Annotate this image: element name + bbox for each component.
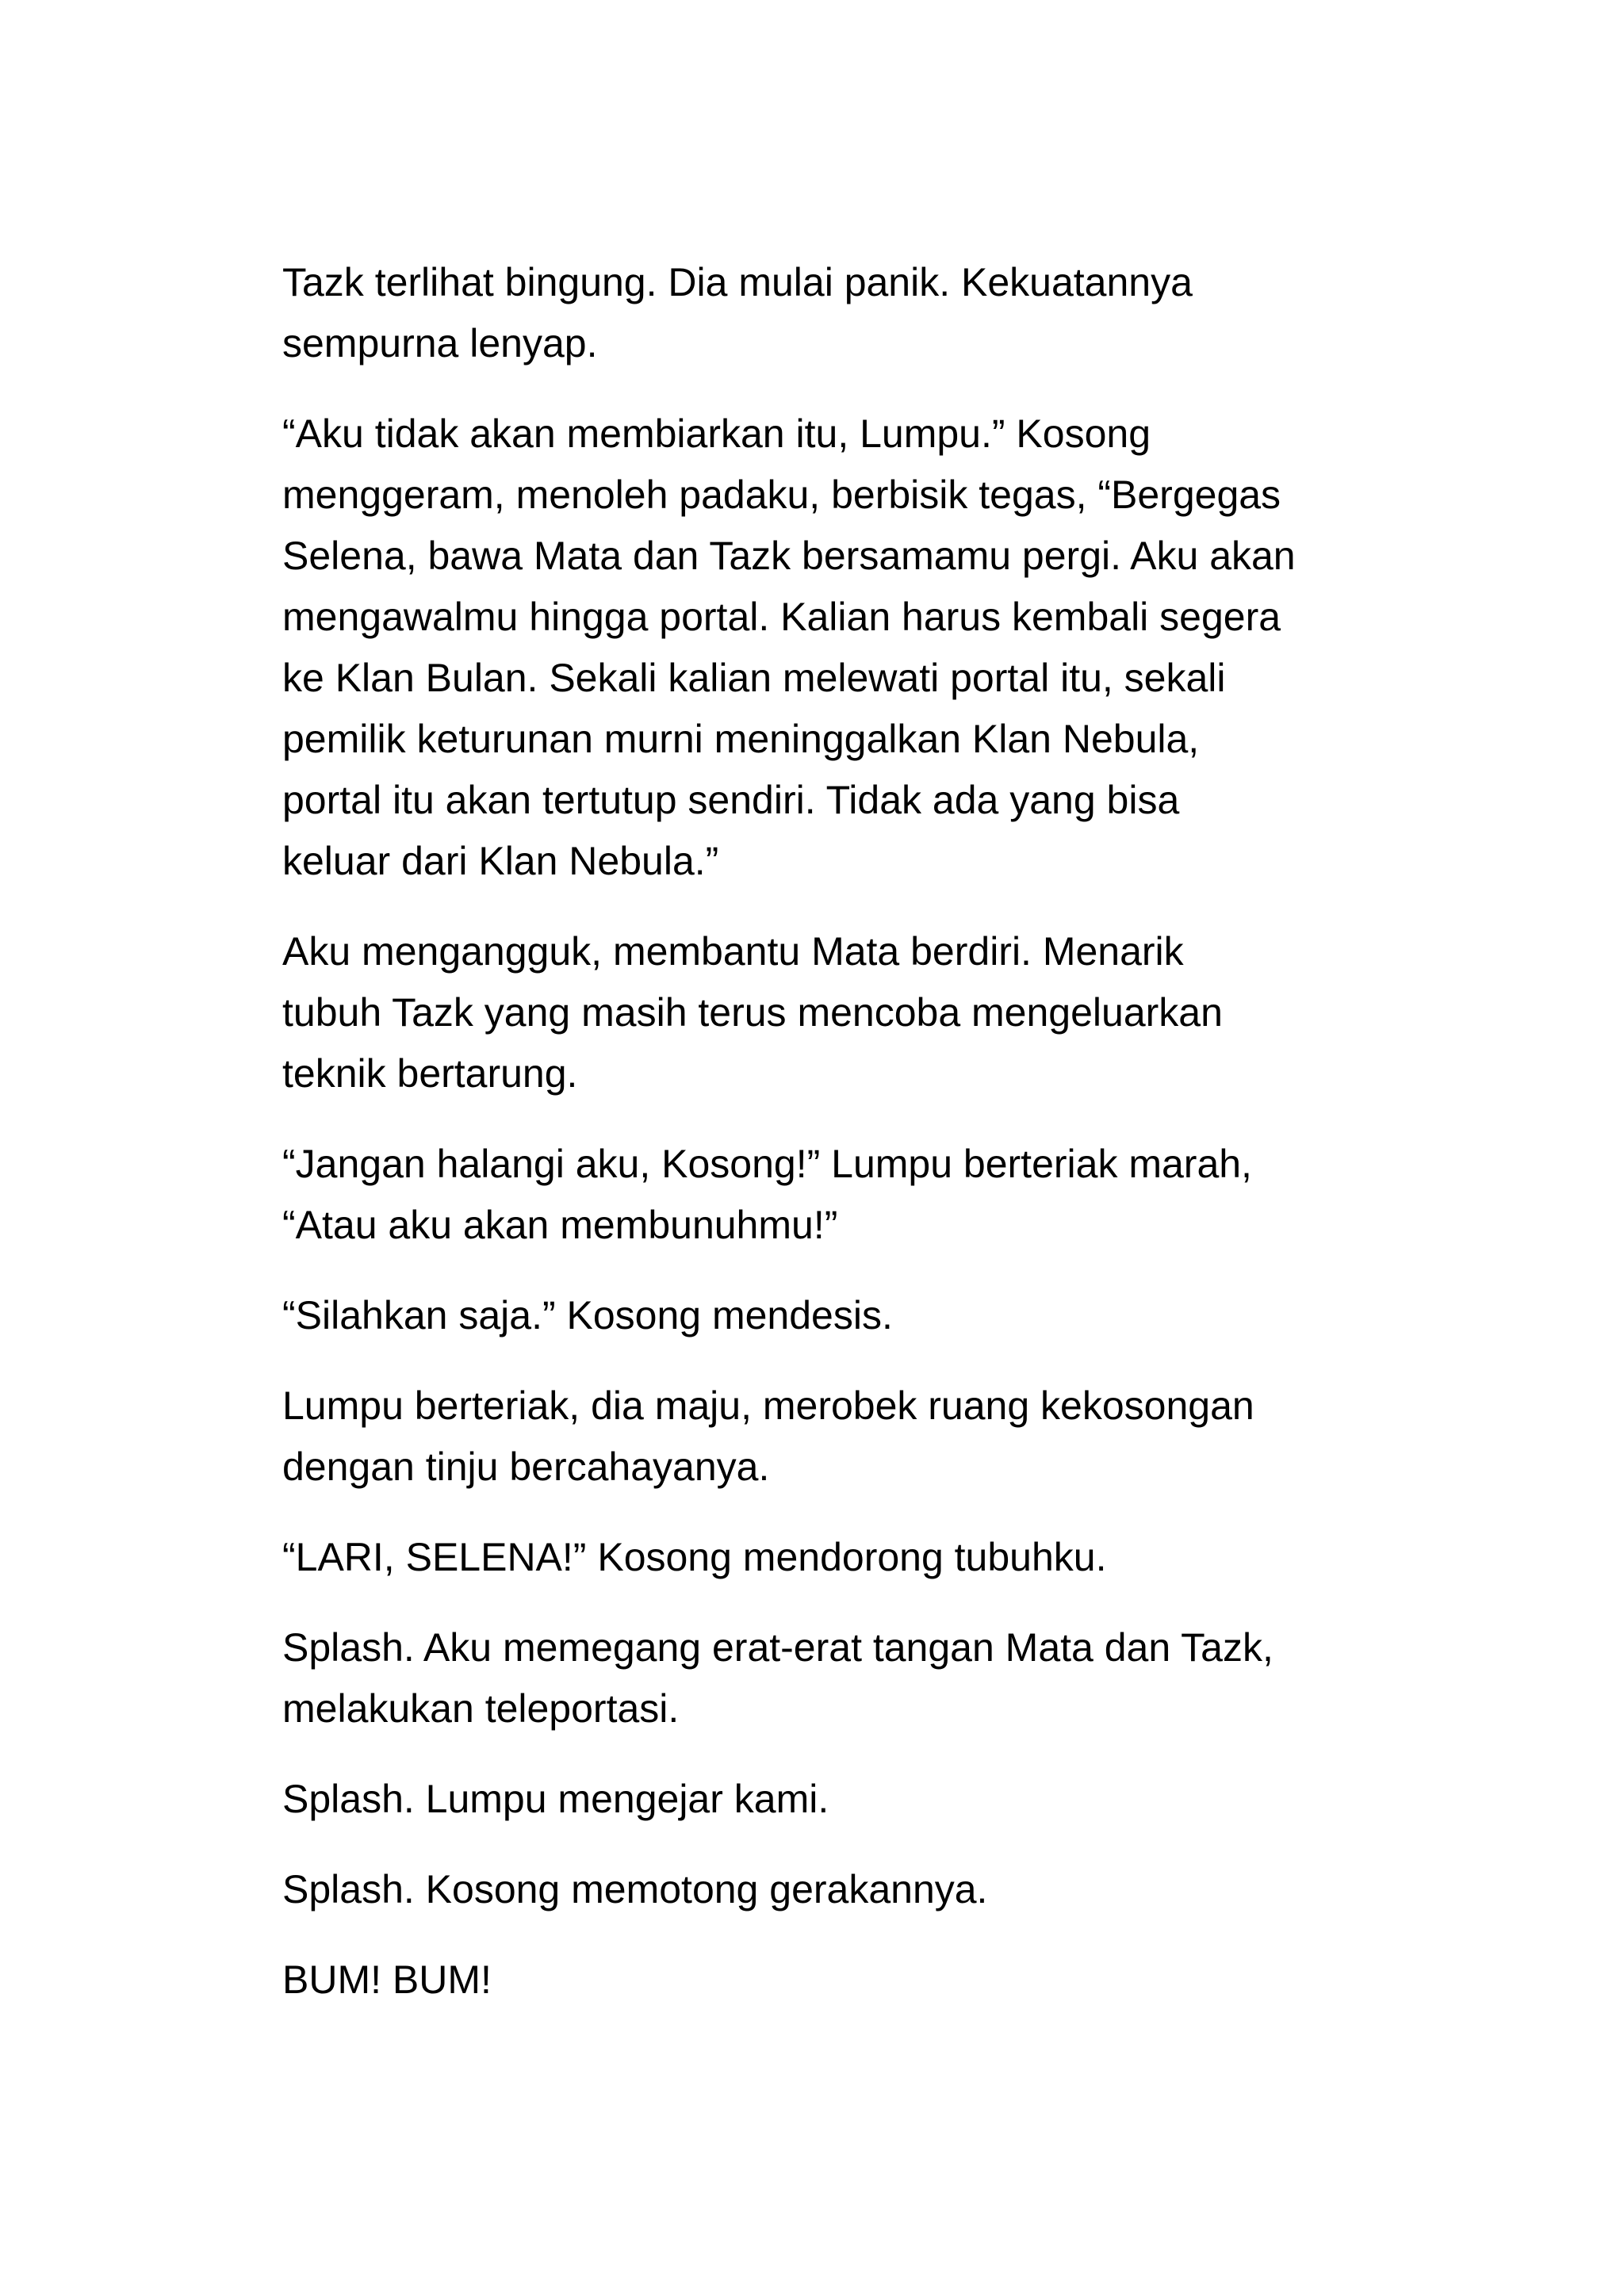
body-text bbox=[282, 252, 1361, 2040]
paragraph-5: “Silahkan saja.” Kosong mendesis. bbox=[282, 1293, 893, 1337]
paragraph-9: Splash. Lumpu mengejar kami. bbox=[282, 1777, 829, 1821]
paragraph-4: “Jangan halangi aku, Kosong!” Lumpu berteriak marah, “Atau aku akan membunuhmu!” bbox=[282, 1142, 1252, 1247]
paragraph-8: Splash. Aku memegang erat-erat tangan Mata dan Tazk, melakukan teleportasi. bbox=[282, 1625, 1274, 1731]
paragraph-3: Aku mengangguk, membantu Mata berdiri. Menarik tubuh Tazk yang masih terus mencoba mengeluarkan teknik bertarung. bbox=[282, 929, 1223, 1096]
paragraph-2: “Aku tidak akan membiarkan itu, Lumpu.” Kosong menggeram, menoleh padaku, berbisik tegas, “Bergegas Selena, bawa Mata dan Tazk bersamamu pergi. Aku akan mengawalmu hingga portal. Kalian harus kembali segera ke Klan Bulan. Sekali kalian melewati portal itu, sekali pemilik keturunan murni meninggalkan Klan Nebula, portal itu akan tertutup sendiri. Tidak ada yang bisa keluar dari Klan Nebula.” bbox=[282, 411, 1296, 883]
paragraph-7: “LARI, SELENA!” Kosong mendorong tubuhku. bbox=[282, 1535, 1107, 1579]
paragraph-6: Lumpu berteriak, dia maju, merobek ruang kekosongan dengan tinju bercahayanya. bbox=[282, 1383, 1254, 1489]
paragraph-1: Tazk terlihat bingung. Dia mulai panik. Kekuatannya sempurna lenyap. bbox=[282, 260, 1193, 365]
paragraph-10: Splash. Kosong memotong gerakannya. bbox=[282, 1867, 988, 1911]
paragraph-11: BUM! BUM! bbox=[282, 1957, 492, 2002]
